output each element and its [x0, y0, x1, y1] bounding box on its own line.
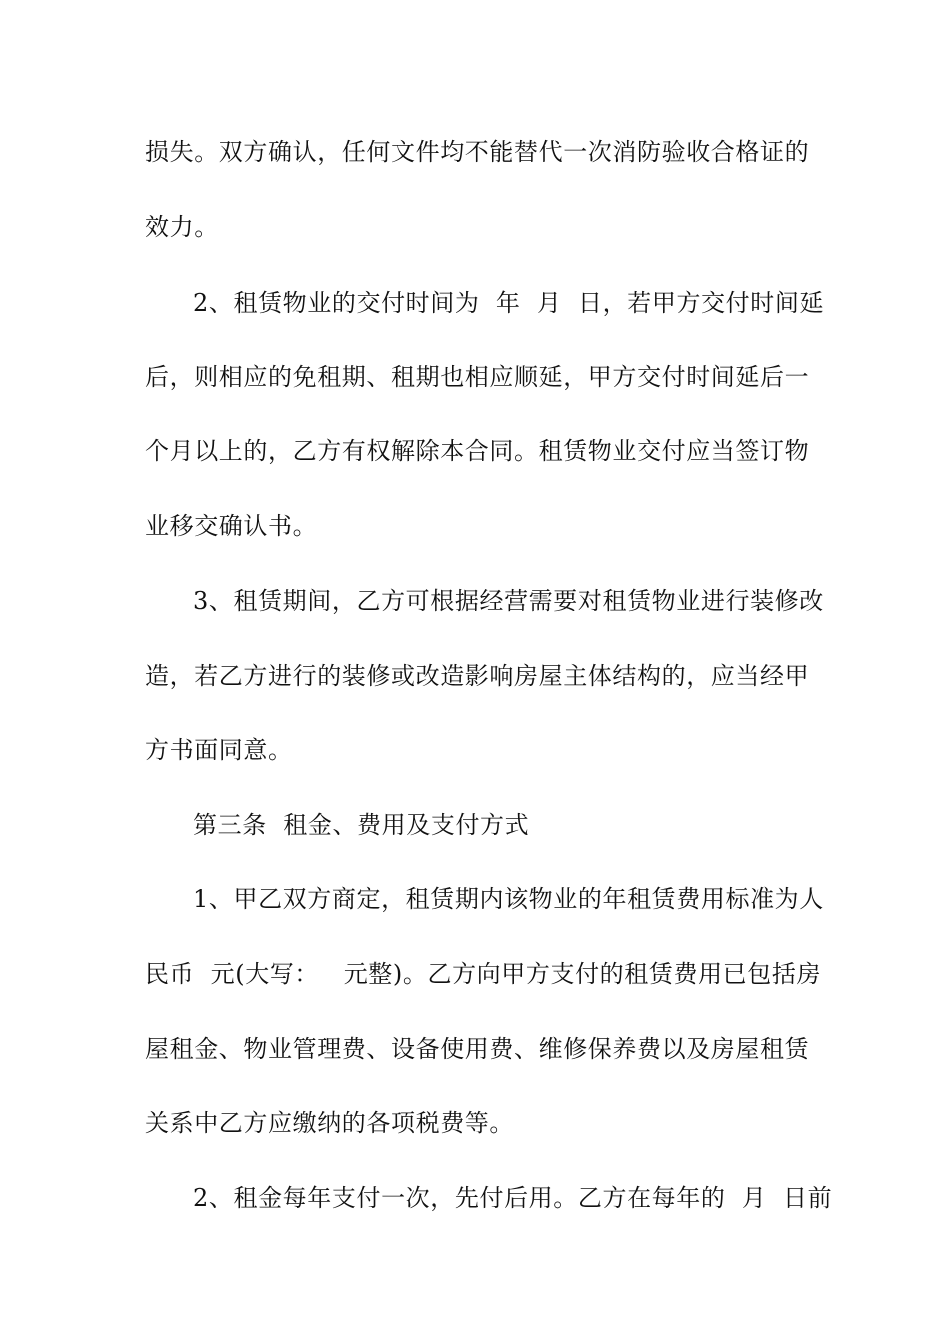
paragraph-line: 个月以上的，乙方有权解除本合同。租赁物业交付应当签订物 — [145, 437, 810, 465]
paragraph-line: 造，若乙方进行的装修或改造影响房屋主体结构的，应当经甲 — [145, 662, 810, 690]
paragraph-line: 2、租金每年支付一次，先付后用。乙方在每年的 月 日前 — [193, 1184, 833, 1212]
section-heading: 第三条 租金、费用及支付方式 — [193, 811, 530, 839]
paragraph-line: 效力。 — [145, 213, 219, 241]
paragraph-line: 损失。双方确认，任何文件均不能替代一次消防验收合格证的 — [145, 138, 810, 166]
paragraph-line: 方书面同意。 — [145, 736, 293, 764]
paragraph-line: 屋租金、物业管理费、设备使用费、维修保养费以及房屋租赁 — [145, 1035, 810, 1063]
paragraph-line: 后，则相应的免租期、租期也相应顺延，甲方交付时间延后一 — [145, 363, 810, 391]
paragraph-line: 民币 元(大写： 元整)。乙方向甲方支付的租赁费用已包括房 — [145, 960, 822, 988]
paragraph-line: 2、租赁物业的交付时间为 年 月 日，若甲方交付时间延 — [193, 289, 825, 317]
paragraph-line: 关系中乙方应缴纳的各项税费等。 — [145, 1109, 514, 1137]
paragraph-line: 业移交确认书。 — [145, 512, 318, 540]
paragraph-line: 1、甲乙双方商定，租赁期内该物业的年租赁费用标准为人 — [193, 885, 824, 913]
paragraph-line: 3、租赁期间，乙方可根据经营需要对租赁物业进行装修改 — [193, 587, 824, 615]
